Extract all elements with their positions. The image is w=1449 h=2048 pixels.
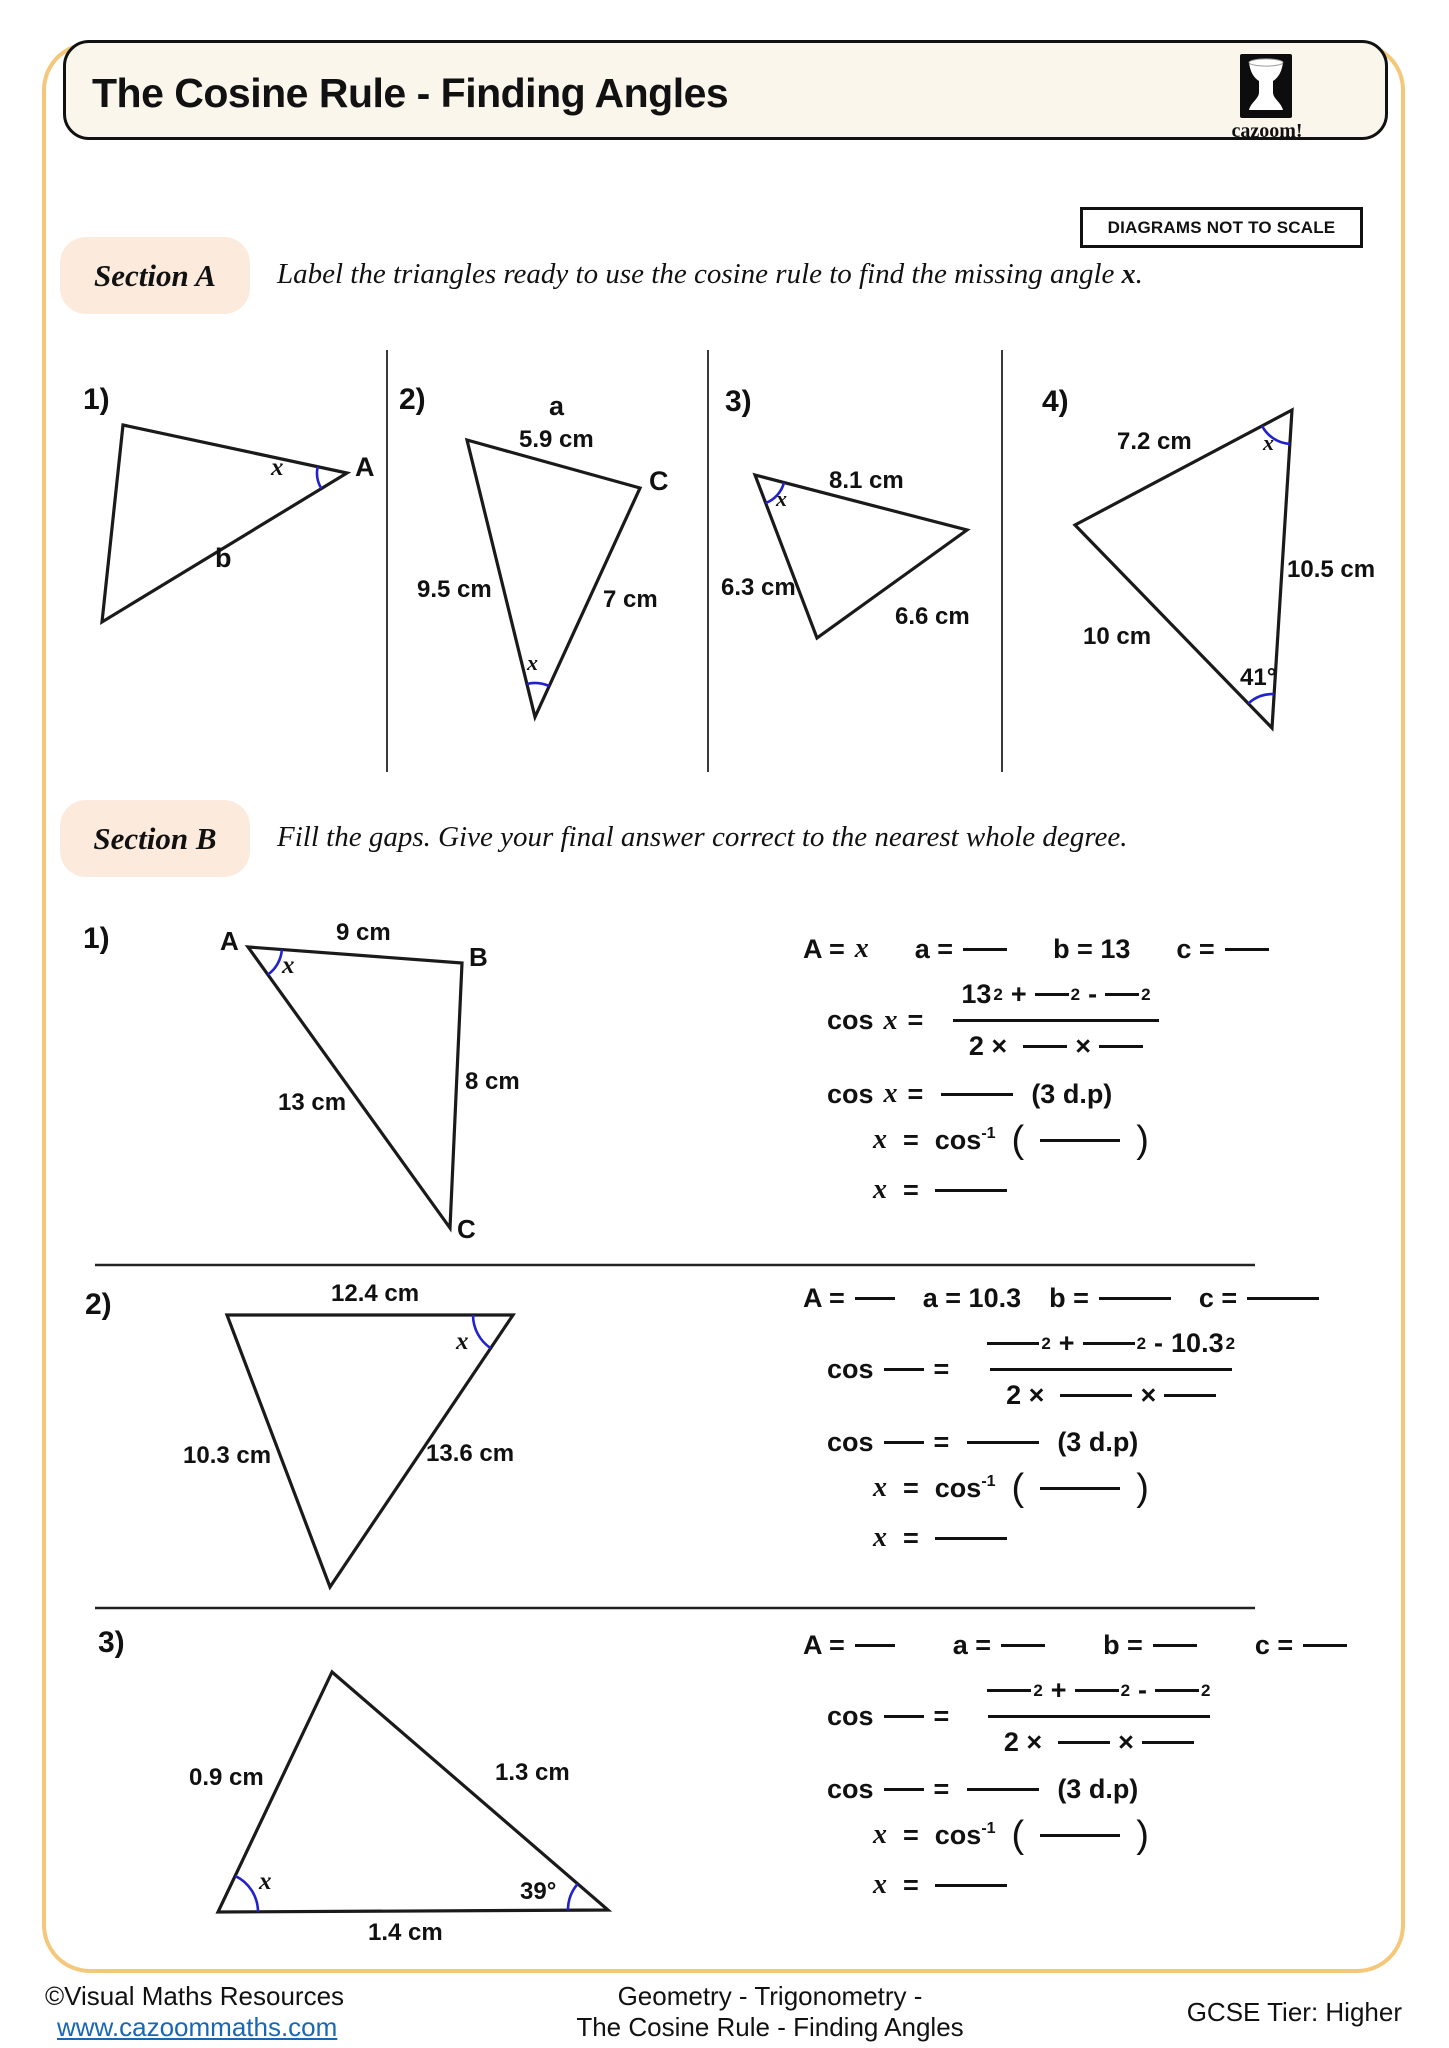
b1-answer-blank: [935, 1189, 1007, 1192]
side-b2-top: 12.4 cm: [331, 1280, 420, 1307]
vertex-label-a2: C: [649, 466, 669, 496]
plus-sign: +: [1010, 979, 1027, 1009]
side-label-a4-right: 10.5 cm: [1287, 556, 1376, 583]
b1-fraction: [945, 979, 1166, 1062]
minus-sign: -: [1088, 979, 1098, 1009]
b3-given-b-blank: [1153, 1644, 1197, 1647]
b1-cos-var: x: [883, 1004, 898, 1036]
angle-arc-b1: [268, 950, 282, 975]
b1-num-blank1: [1035, 993, 1069, 996]
b3-fraction: [971, 1675, 1226, 1758]
b3-given-a-blank: [1001, 1644, 1045, 1647]
instruction-a-var: x: [1121, 259, 1136, 290]
b3-given-a: a =: [952, 1630, 992, 1660]
equation-block-2: [795, 1283, 1375, 1554]
b1-den-blank2: [1099, 1045, 1143, 1048]
b3-cos2: cos: [827, 1774, 874, 1804]
logo-caption: cazoom!: [1231, 120, 1303, 142]
angle-known-b3: 39°: [520, 1878, 557, 1905]
side-label-a3-top: 8.1 cm: [829, 467, 904, 494]
b3-num-blank3: [1155, 1689, 1199, 1692]
b3-den-2x: 2 ×: [1003, 1727, 1043, 1757]
side-b3-left: 0.9 cm: [189, 1764, 264, 1791]
b2-given-c: c =: [1198, 1283, 1238, 1313]
side-b2-left: 10.3 cm: [183, 1442, 272, 1469]
b3-answer-row: [795, 1869, 1375, 1901]
side-label-a3-left: 6.3 cm: [721, 574, 796, 601]
b3-x: x: [873, 1819, 887, 1850]
b3-dp-note: (3 d.p): [1057, 1774, 1139, 1804]
b1-cos: cos: [827, 1005, 874, 1035]
triangle-a1: [102, 425, 347, 622]
triangle-a2: [467, 440, 640, 717]
b3-eq-sign: =: [933, 1701, 950, 1731]
footer-left: [45, 1981, 344, 2043]
section-a-label: Section A: [60, 237, 250, 314]
side-label-a4-left: 10 cm: [1083, 623, 1152, 650]
b2-decimal-blank: [967, 1441, 1039, 1444]
angle-label-a3: x: [776, 486, 787, 511]
b3-given-c-blank: [1303, 1644, 1347, 1647]
b2-answer-row: [795, 1522, 1375, 1554]
angle-label-b2: x: [456, 1328, 469, 1355]
b1-num-13: 13: [961, 979, 992, 1009]
b3-decimal-blank: [967, 1788, 1039, 1791]
vertex-b1-A: A: [220, 926, 239, 956]
side-b2-right: 13.6 cm: [426, 1440, 515, 1467]
b1-given-row: [795, 933, 1375, 965]
times-sign: ×: [1118, 1727, 1134, 1757]
b1-answer-row: [795, 1174, 1375, 1206]
equation-block-1: [795, 933, 1375, 1206]
b2-given-b: b =: [1049, 1283, 1089, 1313]
b3-inverse-row: [795, 1814, 1375, 1856]
paren-open: (: [1011, 1814, 1025, 1856]
b1-cos-fraction-row: [795, 979, 1375, 1062]
b1-given-b: b = 13: [1053, 933, 1131, 964]
b1-cos-decimal-row: [795, 1078, 1375, 1110]
times-sign: ×: [1075, 1031, 1091, 1061]
side-letter-a2: a: [549, 391, 565, 421]
b2-num-known: 10.3: [1171, 1328, 1224, 1358]
footer-link[interactable]: www.cazoommaths.com: [57, 2012, 338, 2042]
side-b3-bottom: 1.4 cm: [368, 1919, 443, 1946]
b2-den-blank1: [1060, 1394, 1132, 1397]
b2-cos-decimal-row: [795, 1427, 1375, 1458]
paren-close: ): [1136, 1467, 1149, 1509]
angle-known-a4: 41°: [1240, 664, 1277, 691]
side-b3-right: 1.3 cm: [495, 1759, 570, 1786]
b2-given-a: a = 10.3: [922, 1283, 1022, 1313]
b1-inv-blank: [1040, 1139, 1120, 1142]
minus-sign: -: [1154, 1328, 1164, 1358]
b2-cos-fraction-row: [795, 1328, 1375, 1411]
section-b-label: Section B: [60, 800, 250, 877]
b2-num-blank2: [1083, 1342, 1135, 1345]
b3-inv-sup: -1: [981, 1819, 996, 1837]
angle-arc-b2: [473, 1315, 491, 1348]
b2-sup: 2: [1136, 1333, 1147, 1353]
b2-given-A-blank: [855, 1297, 895, 1300]
b1-sup: 2: [1070, 984, 1081, 1004]
plus-sign: +: [1050, 1675, 1067, 1705]
b2-eq-sign: =: [933, 1354, 950, 1384]
b2-x2: x: [873, 1522, 887, 1553]
triangle-b1: [248, 947, 462, 1228]
b3-cos: cos: [827, 1701, 874, 1731]
b1-given-c: c =: [1176, 933, 1215, 964]
side-letter-a1: b: [215, 543, 232, 573]
b2-den-blank2: [1164, 1394, 1216, 1397]
vertex-b1-C: C: [457, 1214, 476, 1244]
scale-badge: DIAGRAMS NOT TO SCALE: [1080, 207, 1363, 248]
b3-given-b: b =: [1103, 1630, 1143, 1660]
b1-eq-sign: =: [907, 1005, 924, 1035]
b1-den-blank1: [1023, 1045, 1067, 1048]
footer-center-line1: Geometry - Trigonometry -: [617, 1981, 923, 2011]
angle-arc-b3-right: [568, 1884, 578, 1910]
b1-given-a-blank: [963, 948, 1007, 951]
b2-fraction: [971, 1328, 1251, 1411]
b3-given-c: c =: [1254, 1630, 1294, 1660]
b2-inv-blank: [1040, 1487, 1120, 1490]
instruction-a-text: Label the triangles ready to use the cosine rule to find the missing angle: [277, 258, 1122, 290]
b2-given-c-blank: [1247, 1297, 1319, 1300]
b2-eq-sign3: =: [903, 1472, 919, 1503]
angle-label-a1: x: [271, 454, 284, 481]
problem-b3-number: 3): [98, 1626, 125, 1659]
b3-inv-blank: [1040, 1834, 1120, 1837]
plus-sign: +: [1058, 1328, 1075, 1358]
b2-cos-var-blank: [884, 1368, 924, 1371]
b2-sup: 2: [1225, 1333, 1236, 1353]
paren-close: ): [1136, 1119, 1149, 1161]
b1-eq-sign2: =: [907, 1078, 924, 1109]
side-b1-ca: 13 cm: [278, 1089, 347, 1116]
b1-den-2x: 2 ×: [968, 1031, 1008, 1061]
b3-num-blank1: [987, 1689, 1031, 1692]
b2-given-b-blank: [1099, 1297, 1171, 1300]
b1-sup: 2: [1141, 984, 1151, 1004]
footer-tier: GCSE Tier: Higher: [1186, 1997, 1402, 2027]
minus-sign: -: [1138, 1675, 1148, 1705]
b1-decimal-blank: [941, 1093, 1013, 1096]
b2-cos-inv: cos: [934, 1472, 982, 1503]
b3-given-A-blank: [855, 1644, 895, 1647]
b1-given-a: a =: [914, 933, 954, 964]
b3-sup: 2: [1120, 1680, 1131, 1700]
side-label-a2-right: 7 cm: [603, 586, 658, 613]
b1-dp-note: (3 d.p): [1031, 1078, 1113, 1109]
b3-sup: 2: [1033, 1680, 1043, 1700]
b2-eq-sign2: =: [933, 1427, 950, 1457]
b2-answer-blank: [935, 1537, 1007, 1540]
b1-x: x: [873, 1124, 887, 1155]
angle-label-a4: x: [1263, 430, 1274, 455]
angle-arc-a1: [317, 467, 321, 489]
b2-cos2: cos: [827, 1427, 874, 1457]
side-b1-ab: 9 cm: [336, 919, 391, 946]
b2-inv-sup: -1: [981, 1472, 996, 1490]
b1-cos-inv: cos: [934, 1124, 982, 1155]
b3-den-blank2: [1142, 1741, 1194, 1744]
b2-given-row: [795, 1283, 1375, 1314]
paren-close: ): [1136, 1814, 1149, 1856]
b3-cos-decimal-row: [795, 1774, 1375, 1805]
angle-arc-a4-bottom: [1248, 694, 1274, 704]
b3-cos-fraction-row: [795, 1675, 1375, 1758]
b2-inverse-row: [795, 1467, 1375, 1509]
paren-open: (: [1011, 1119, 1025, 1161]
side-label-a4-top: 7.2 cm: [1117, 428, 1192, 455]
problem-a2-number: 2): [399, 383, 426, 416]
b3-cos-var-blank: [884, 1715, 924, 1718]
section-b-instruction: Fill the gaps. Give your final answer correct to the nearest whole degree.: [277, 821, 1128, 853]
page-title: The Cosine Rule - Finding Angles: [92, 70, 729, 116]
b1-given-A: A =: [803, 933, 845, 964]
side-label-a3-bottom: 6.6 cm: [895, 603, 970, 630]
side-b1-bc: 8 cm: [465, 1068, 520, 1095]
b2-given-A: A =: [803, 1283, 845, 1313]
b1-eq-sign4: =: [903, 1174, 919, 1205]
problem-b2-number: 2): [85, 1288, 112, 1321]
angle-label-b1: x: [282, 952, 295, 979]
problem-a4-number: 4): [1042, 385, 1069, 418]
footer-copyright: ©Visual Maths Resources: [45, 1981, 345, 2011]
b1-inv-sup: -1: [981, 1124, 996, 1142]
b3-given-A: A =: [803, 1630, 845, 1660]
instruction-a-period: .: [1135, 258, 1143, 290]
vertex-b1-B: B: [469, 942, 488, 972]
b1-num-blank2: [1105, 993, 1139, 996]
b1-sup: 2: [993, 984, 1003, 1004]
side-label-a2-top: 5.9 cm: [519, 426, 594, 453]
b2-cos2-blank: [884, 1441, 924, 1444]
b3-den-blank1: [1058, 1741, 1110, 1744]
b1-inverse-row: [795, 1119, 1375, 1161]
side-label-a2-left: 9.5 cm: [417, 576, 492, 603]
footer-center-line2: The Cosine Rule - Finding Angles: [576, 2012, 964, 2042]
triangle-b3: [218, 1672, 608, 1912]
b2-den-2x: 2 ×: [1006, 1380, 1045, 1410]
angle-arc-b3-left: [235, 1876, 258, 1912]
angle-arc-a2: [527, 683, 549, 686]
b3-given-row: [795, 1630, 1375, 1661]
paren-open: (: [1011, 1467, 1025, 1509]
problem-a1-number: 1): [83, 383, 110, 416]
equation-block-3: [795, 1630, 1375, 1901]
b1-given-A-value: x: [854, 933, 869, 964]
b2-dp-note: (3 d.p): [1057, 1427, 1139, 1457]
b3-cos-inv: cos: [934, 1819, 982, 1850]
b3-num-blank2: [1075, 1689, 1119, 1692]
angle-label-a2: x: [527, 650, 538, 675]
b1-cos2: cos: [827, 1078, 874, 1109]
b2-sup: 2: [1041, 1333, 1051, 1353]
b3-cos2-blank: [884, 1788, 924, 1791]
problem-b1-number: 1): [83, 922, 110, 955]
b1-cos2-var: x: [883, 1078, 898, 1109]
problem-a3-number: 3): [725, 385, 752, 418]
b3-x2: x: [873, 1869, 887, 1900]
b1-given-c-blank: [1225, 948, 1269, 951]
b3-eq-sign2: =: [933, 1774, 950, 1804]
b3-sup: 2: [1201, 1680, 1211, 1700]
b2-x: x: [873, 1472, 887, 1503]
angle-label-b3: x: [259, 1868, 272, 1895]
vertex-label-a1: A: [355, 452, 375, 482]
b1-eq-sign3: =: [903, 1124, 919, 1155]
b2-cos: cos: [827, 1354, 874, 1384]
b1-x2: x: [873, 1174, 887, 1205]
times-sign: ×: [1140, 1380, 1157, 1410]
b3-eq-sign3: =: [903, 1819, 919, 1850]
b2-num-blank1: [987, 1342, 1039, 1345]
b2-eq-sign4: =: [903, 1522, 919, 1553]
footer-center: [440, 1981, 1100, 2043]
b3-answer-blank: [935, 1884, 1007, 1887]
b3-eq-sign4: =: [903, 1869, 919, 1900]
